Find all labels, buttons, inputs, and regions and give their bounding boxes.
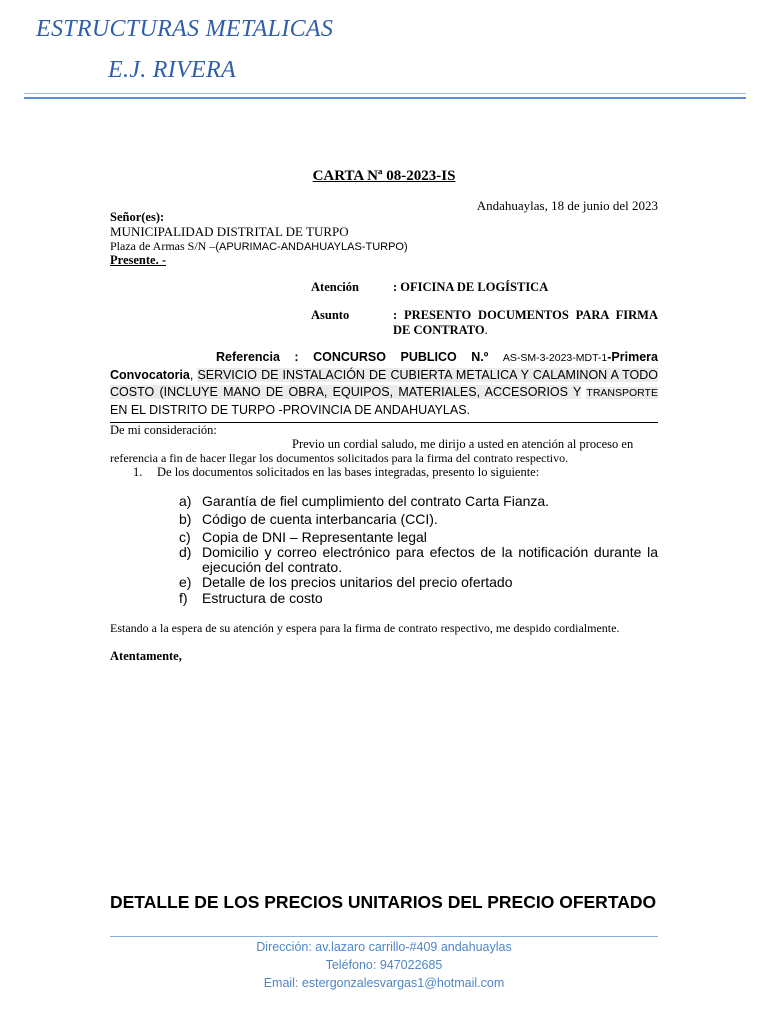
signoff: Atentamente, [110,649,182,663]
list-item-text: Código de cuenta interbancaria (CCI). [202,511,438,527]
paragraph-line-2: referencia a fin de hacer llegar los documentos solicitados para la firma del contrato respectivo. [110,451,569,465]
letter-date: Andahuaylas, 18 de junio del 2023 [476,198,658,213]
attention-label: Atención [311,280,359,294]
subject-value [393,308,658,338]
header-divider-thick [24,97,746,99]
closing-text: Estando a la espera de su atención y espera para la firma de contrato respectivo, me despido cordialmente. [110,621,620,635]
list-item-text: Estructura de costo [202,590,323,606]
greeting: De mi consideración: [110,423,217,437]
subject-period: . [484,323,488,337]
list-item-letter: e) [179,574,192,590]
presente-label: Presente. - [110,253,166,267]
subject-text: : PRESENTO DOCUMENTOS PARA FIRMA DE CONTRATO [393,308,658,337]
reference-code: AS-SM-3-2023-MDT-1 [502,352,608,364]
list-item-text: Domicilio y correo electrónico para efectos de la notificación durante la ejecución del contrato. [202,544,658,575]
recipient-address-prefix: Plaza de Armas S/N – [110,239,216,253]
list-item-letter: f) [179,590,188,606]
section-title: DETALLE DE LOS PRECIOS UNITARIOS DEL PRECIO OFERTADO [110,892,657,912]
reference-paragraph [110,349,658,419]
company-name: ESTRUCTURAS METALICAS [36,16,334,42]
footer-address: Dirección: av.lazaro carrillo-#409 andahuaylas [256,940,512,954]
reference-location: EN EL DISTRITO DE TURPO -PROVINCIA DE ANDAHUAYLAS. [110,403,471,417]
list-item-letter: b) [179,511,192,527]
attention-value: : OFICINA DE LOGÍSTICA [393,280,549,294]
recipient-address [110,239,408,254]
numbered-item-number: 1. [133,465,143,479]
reference-comma: , [189,368,194,382]
list-item-text: Detalle de los precios unitarios del precio ofertado [202,574,513,590]
recipient-salutation: Señor(es): [110,210,165,224]
letter-title: CARTA Nª 08-2023-IS [312,168,456,184]
reference-convocatoria: -Primera Convocatoria [110,350,658,382]
numbered-item-text: De los documentos solicitados en las bases integradas, presento lo siguiente: [157,465,540,479]
paragraph-line-1: Previo un cordial saludo, me dirijo a usted en atención al proceso en [292,437,634,451]
header-divider-thin [24,93,746,94]
reference-label: Referencia : CONCURSO PUBLICO N.º [216,350,489,364]
list-item-letter: c) [179,529,191,545]
reference-description: SERVICIO DE INSTALACIÓN DE CUBIERTA METALICA Y CALAMINON A TODO COSTO (INCLUYE MANO DE OBRA, EQUIPOS, MATERIALES, ACCESORIOS Y [110,368,658,399]
subject-label: Asunto [311,308,350,322]
recipient-name: MUNICIPALIDAD DISTRITAL DE TURPO [110,224,349,239]
list-item-letter: d) [179,544,192,560]
footer-email: Email: estergonzalesvargas1@hotmail.com [263,976,505,990]
list-item-text: Garantía de fiel cumplimiento del contrato Carta Fianza. [202,493,550,509]
list-item-text: Copia de DNI – Representante legal [202,529,427,545]
recipient-address-detail: (APURIMAC-ANDAHUAYLAS-TURPO) [215,241,408,253]
reference-transporte: TRANSPORTE [586,387,658,399]
company-initials: E.J. RIVERA [108,57,236,83]
list-item-letter: a) [179,493,192,509]
footer-phone: Teléfono: 947022685 [325,958,443,972]
footer-divider [110,936,658,937]
